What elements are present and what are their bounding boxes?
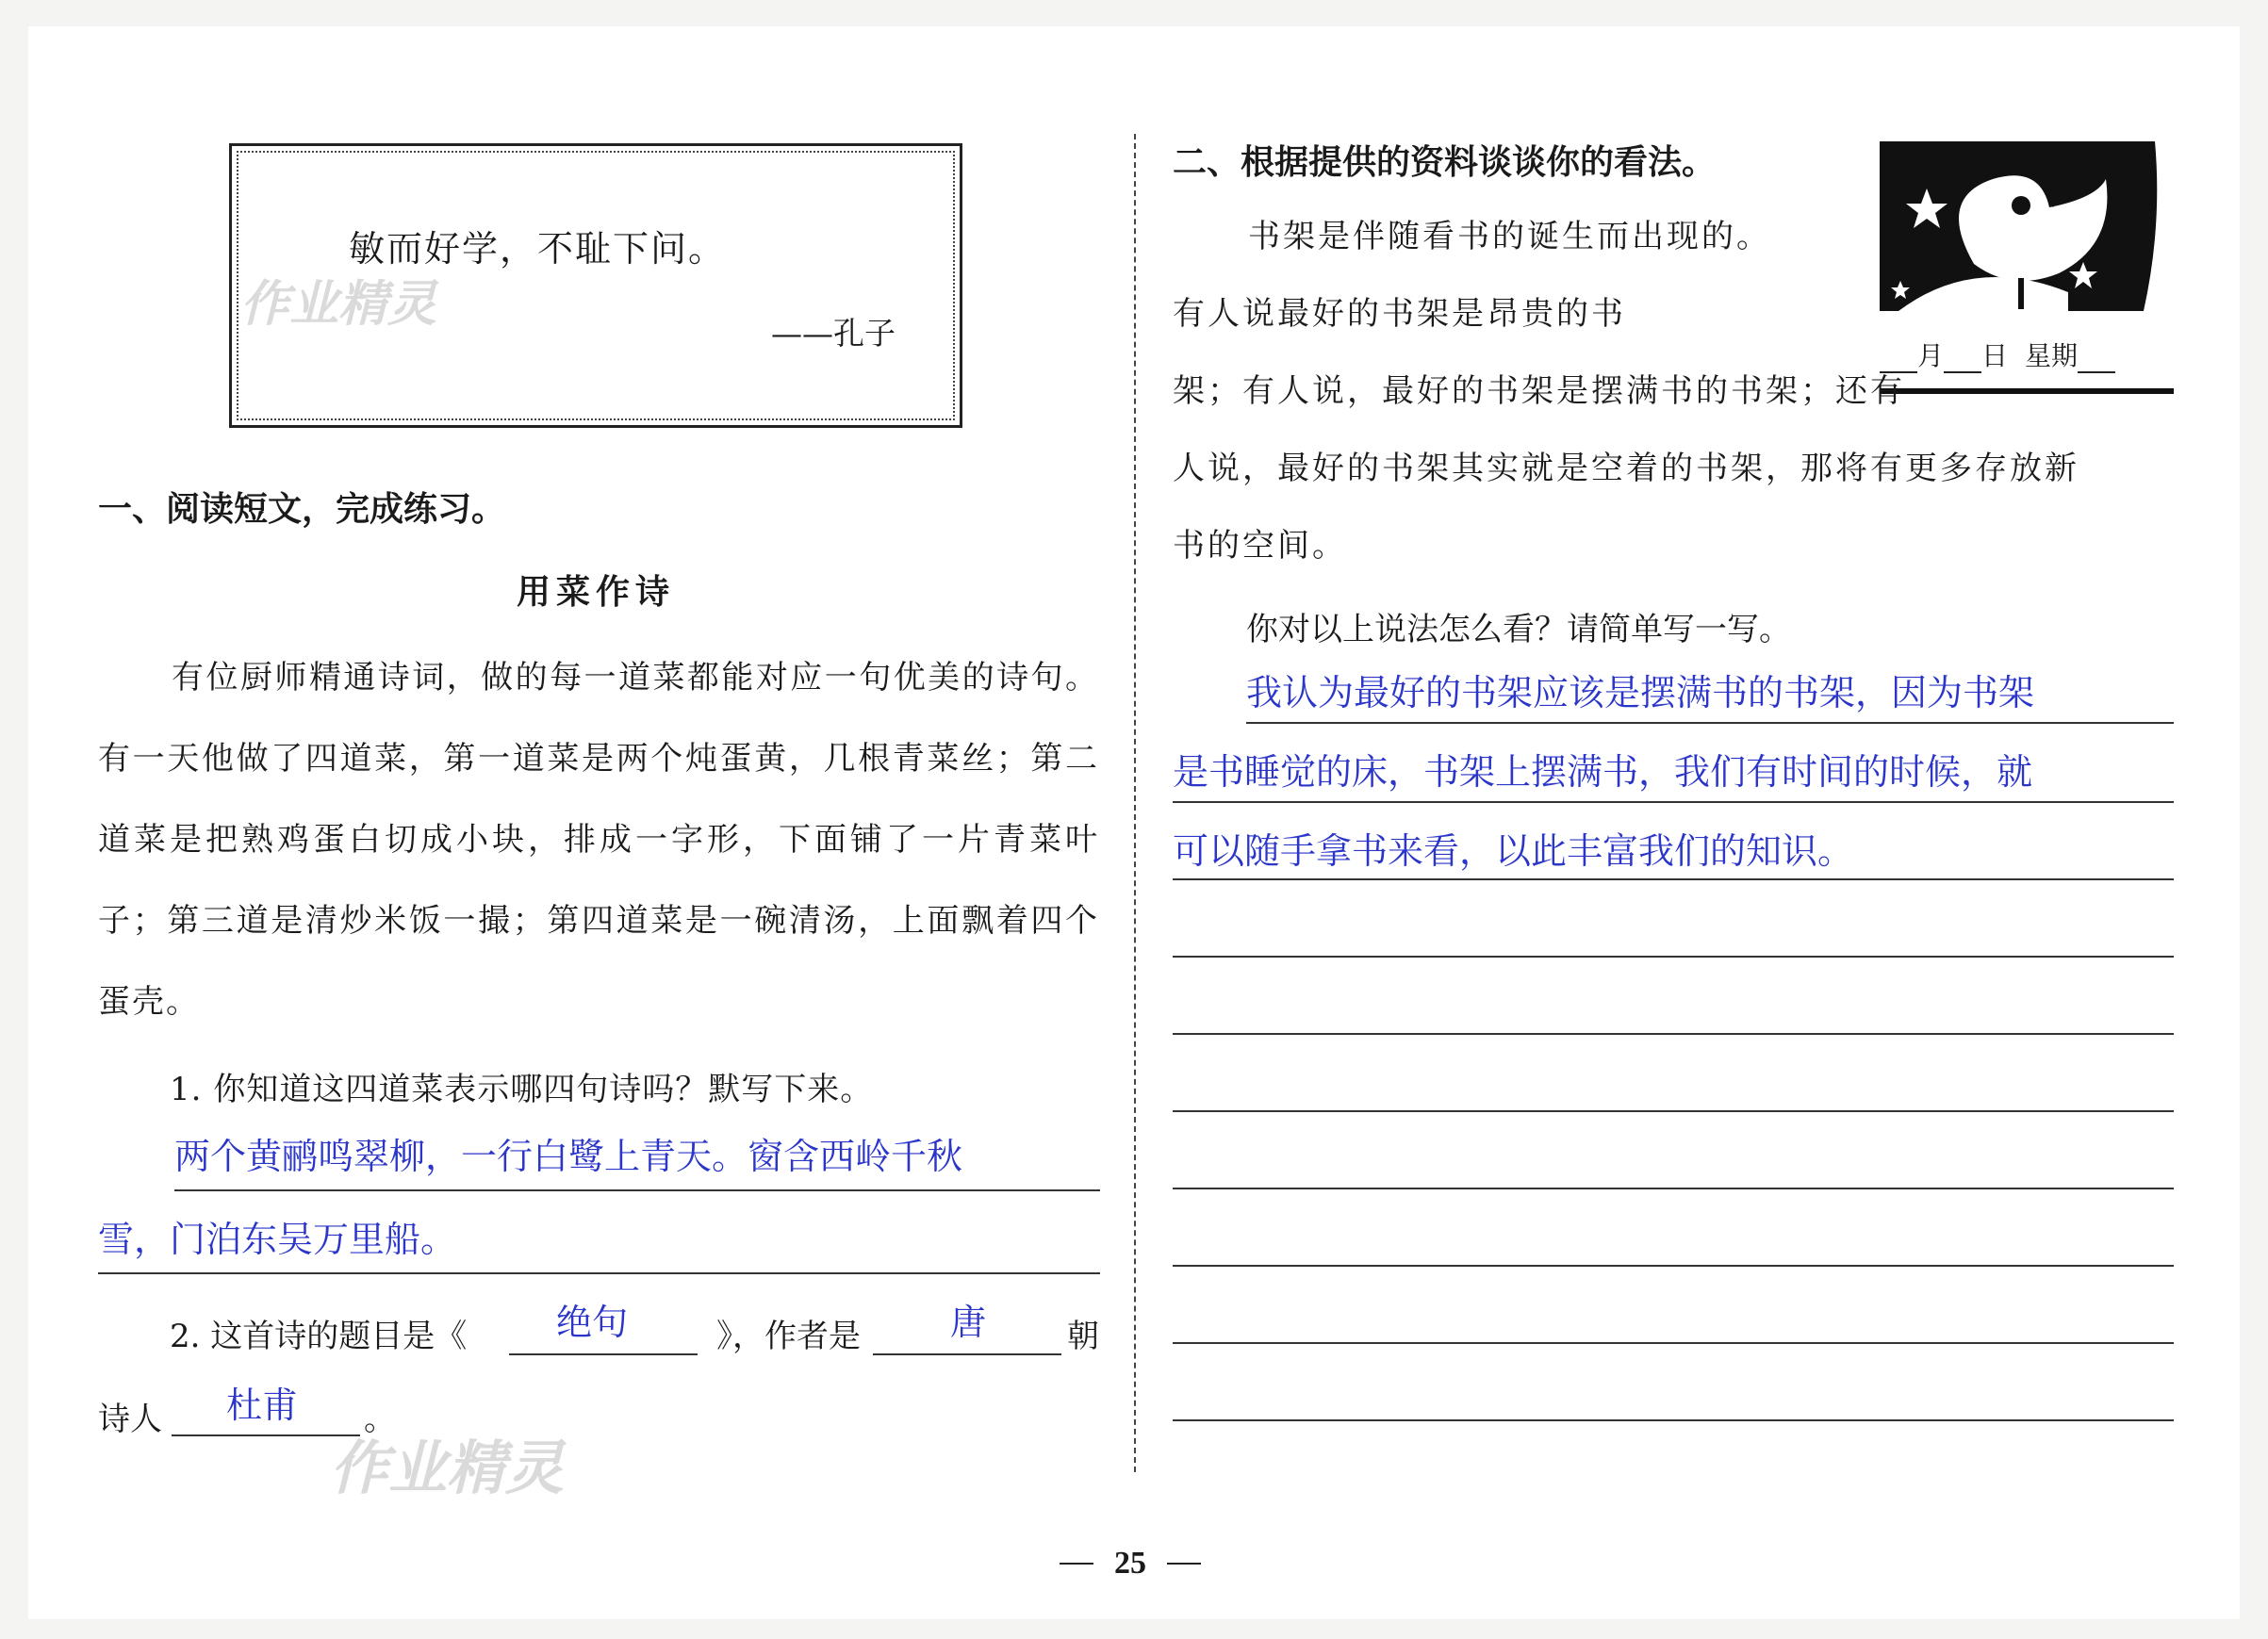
passage-line: 书架是伴随看书的诞生而出现的。 [1248,218,1771,255]
writing-line [1246,722,2174,724]
section2-question: 你对以上说法怎么看？请简单写一写。 [1246,611,1791,648]
writing-line [1173,956,2174,958]
watermark: 作业精灵 [330,1434,565,1502]
writing-line [1173,1188,2174,1189]
answer-line [98,1272,1100,1274]
passage-line: 有人说最好的书架是昂贵的书 [1173,295,1626,333]
dynasty-blank [873,1353,1061,1355]
answer-1-line2: 雪，门泊东吴万里船。 [98,1219,457,1260]
writing-line [1173,878,2174,880]
writing-line [1173,1342,2174,1344]
passage-line: 架；有人说，最好的书架是摆满书的书架；还有 [1173,372,1905,410]
page-number: 25 [1114,1546,1146,1581]
passage-line: 书的空间。 [1173,527,1347,565]
writing-line [1173,1033,2174,1035]
title-blank [509,1353,698,1355]
question-1: 1. 你知道这四道菜表示哪四句诗吗？默写下来。 [170,1071,874,1108]
question-2-part5: 。 [364,1401,396,1438]
writing-line [1173,1419,2174,1421]
column-divider [1134,134,1136,1472]
passage-text: 有位厨师精通诗词，做的每一道菜都能对应一句优美的诗句。有一天他做了四道菜，第一道菜是两个炖蛋黄，几根青菜丝；第二道菜是把熟鸡蛋白切成小块，排成一字形，下面铺了一片青菜叶子；第三道是清炒米饭一撮；第四道菜是一碗清汤，上面飘着四个蛋壳。 [98,659,1099,1021]
answer-title: 绝句 [556,1302,629,1343]
answer-line [174,1189,1100,1191]
essay-answer-line1: 我认为最好的书架应该是摆满书的书架，因为书架 [1246,672,2035,713]
quote-author: ——孔子 [771,315,896,352]
day-label: 日 [1981,340,2009,371]
writing-line [1173,1110,2174,1112]
writing-line [1173,801,2174,803]
section1-heading: 一、阅读短文，完成练习。 [98,490,506,529]
writing-line [1173,1265,2174,1267]
question-2-part4: 诗人 [98,1401,162,1438]
page-footer [1060,1546,1201,1582]
passage-title: 用菜作诗 [517,573,676,612]
answer-poet: 杜甫 [226,1385,299,1426]
question-2-part3: 朝 [1067,1318,1099,1355]
weekday-label: 星期 [2025,340,2079,371]
answer-1-line1: 两个黄鹂鸣翠柳，一行白鹭上青天。窗含西岭千秋 [174,1136,963,1177]
section2-heading: 二、根据提供的资料谈谈你的看法。 [1173,143,1717,182]
essay-answer-line2: 是书睡觉的床，书架上摆满书，我们有时间的时候，就 [1173,751,2033,793]
watermark: 作业精灵 [240,276,437,333]
question-2-part1: 2. 这首诗的题目是《 [170,1318,468,1355]
question-2-part2: 》，作者是 [716,1318,861,1355]
essay-answer-line3: 可以随手拿书来看，以此丰富我们的知识。 [1173,830,1854,872]
answer-dynasty: 唐 [950,1302,987,1343]
month-label: 月 [1917,340,1945,371]
passage-line: 人说，最好的书架其实就是空着的书架，那将有更多存放新 [1173,450,2079,487]
section2-passage-part1 [1173,198,2174,584]
quote-text: 敏而好学，不耻下问。 [349,228,727,270]
